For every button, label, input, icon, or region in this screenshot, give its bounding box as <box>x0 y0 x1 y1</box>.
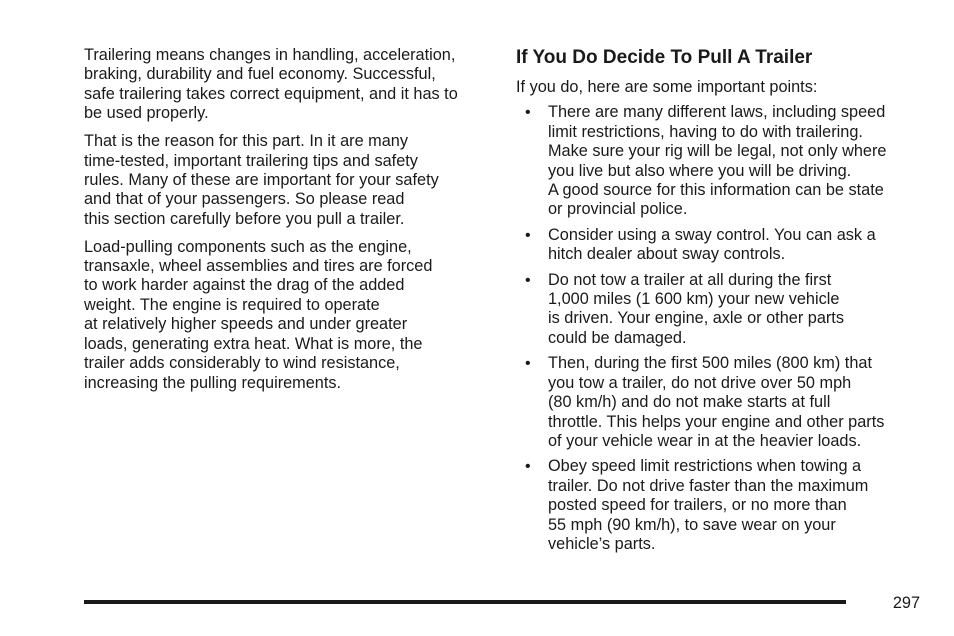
paragraph-reason: That is the reason for this part. In it are many time-tested, important trailering tips and safety rules. Many of these are important for your safety and that of your passengers. So please read this section carefully before you pull a trailer. <box>84 132 439 228</box>
list-item <box>516 457 936 554</box>
bullet-icon: • <box>525 104 531 122</box>
list-item <box>516 354 936 451</box>
list-item-text: Then, during the first 500 miles (800 km) that you tow a trailer, do not drive over 50 mph (80 km/h) and do not make starts at full throttle. This helps your engine and other parts of your vehicle wear in at the heavier loads. <box>548 354 885 450</box>
bullet-icon: • <box>525 355 531 373</box>
bullet-icon: • <box>525 226 531 244</box>
list-item <box>516 271 936 349</box>
footer-rule <box>84 600 846 604</box>
list-item <box>516 103 936 219</box>
intro-text: If you do, here are some important points: <box>516 78 818 96</box>
list-item-text: Consider using a sway control. You can ask a hitch dealer about sway controls. <box>548 225 876 264</box>
page-number: 297 <box>892 594 920 612</box>
paragraph-trailering-intro: Trailering means changes in handling, acceleration, braking, durability and fuel economy. Successful, safe trailering takes correct equipment, and it has to be used properly. <box>84 46 458 123</box>
right-column <box>516 47 936 560</box>
bullet-icon: • <box>525 458 531 476</box>
bullet-list <box>516 103 936 554</box>
list-item-text: Do not tow a trailer at all during the first 1,000 miles (1 600 km) your new vehicle is driven. Your engine, axle or other parts could be damaged. <box>548 270 844 347</box>
bullet-icon: • <box>525 271 531 289</box>
list-item-text: There are many different laws, including speed limit restrictions, having to do with trailering. Make sure your rig will be legal, not only where you live but also where you will be driving. A good source for this information can be state or provincial police. <box>548 103 887 219</box>
paragraph-load-pulling: Load-pulling components such as the engine, transaxle, wheel assemblies and tires are forced to work harder against the drag of the added weight. The engine is required to operate at relatively higher speeds and under greater loads, generating extra heat. What is more, the trailer adds considerably to wind resistance, increasing the pulling requirements. <box>84 237 433 392</box>
section-heading: If You Do Decide To Pull A Trailer <box>516 47 813 68</box>
left-column <box>84 46 494 401</box>
list-item <box>516 226 936 265</box>
list-item-text: Obey speed limit restrictions when towing a trailer. Do not drive faster than the maximum posted speed for trailers, or no more than 55 mph (90 km/h), to save wear on your vehicle’s parts. <box>548 457 869 553</box>
